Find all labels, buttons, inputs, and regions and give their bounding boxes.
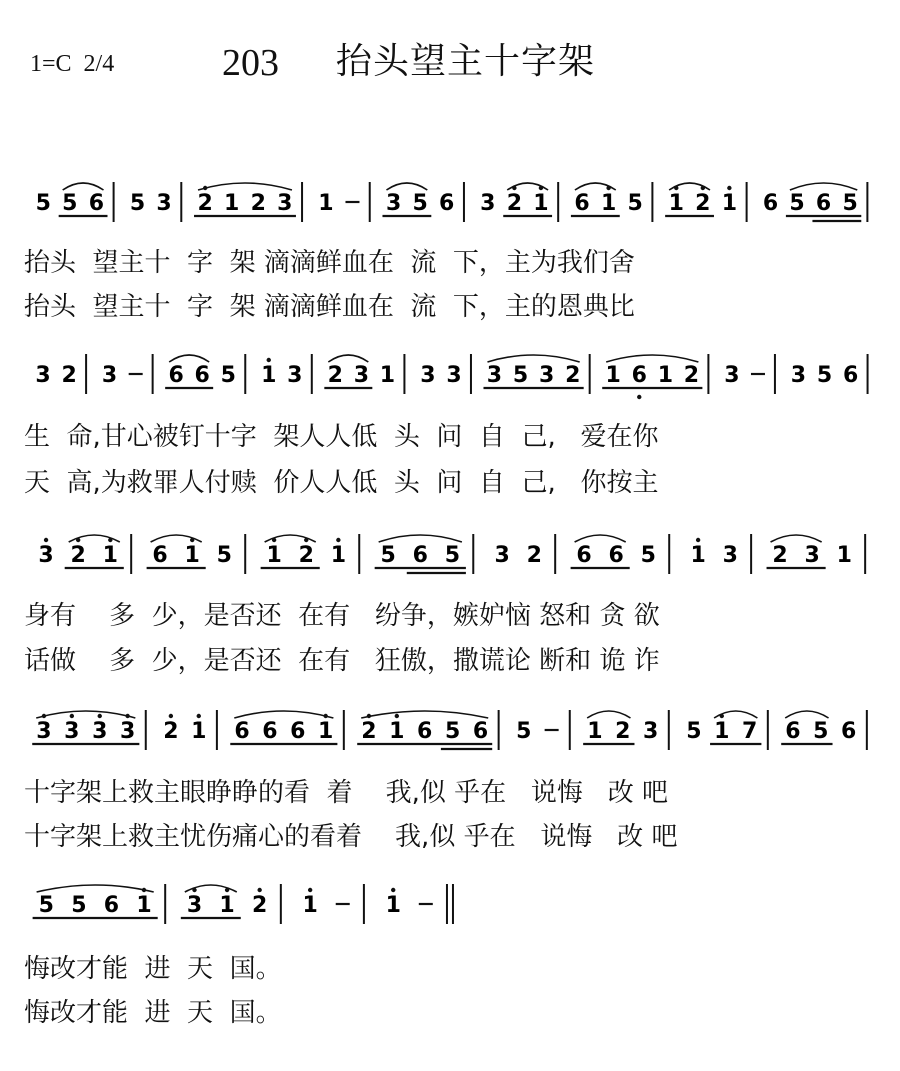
note: 5 [640, 543, 656, 568]
note: 6 [262, 719, 278, 744]
note: 1 [600, 191, 617, 216]
note: 5 [216, 543, 232, 568]
slur [771, 535, 822, 542]
high-dot [197, 714, 201, 718]
note: 6 [152, 543, 168, 568]
key-signature: 1=C 2/4 [30, 51, 115, 77]
note: 2 [70, 543, 86, 568]
note: 1 [102, 543, 118, 568]
note: 5 [444, 543, 461, 568]
note: 3 [722, 543, 738, 568]
note: 5 [686, 719, 702, 744]
note: 2 [252, 893, 268, 918]
lyric-line-2-verse-2: 天 高,为救罪人付赎 价人人低 头 问 自 己, 你按主 [24, 468, 659, 498]
note: 2 [250, 191, 266, 216]
note: 1 [318, 191, 334, 216]
note: 1 [318, 719, 334, 744]
high-dot [98, 714, 102, 718]
note: 1 [136, 893, 152, 918]
hymn-title: 抬头望主十字架 [336, 41, 596, 82]
slur [487, 355, 579, 362]
note: 1 [385, 893, 401, 918]
note: 6 [472, 719, 489, 744]
notation-line-2 [0, 342, 900, 412]
note: 1 [587, 719, 603, 744]
note: 3 [724, 363, 740, 388]
note: 5 [444, 719, 461, 744]
slur [37, 885, 154, 892]
note: 1 [721, 191, 738, 216]
note: 5 [512, 363, 529, 388]
high-dot [257, 888, 261, 892]
high-dot [70, 714, 74, 718]
high-dot [44, 538, 48, 542]
note: 2 [526, 543, 542, 568]
note: 5 [71, 893, 87, 918]
note: 3 [92, 719, 108, 744]
high-dot [169, 714, 173, 718]
lyric-line-4-verse-2: 十字架上救主忧伤痛心的看着 我,似 乎在 说悔 改 吧 [24, 822, 678, 852]
notation-line-5 [0, 872, 900, 942]
slur [790, 183, 857, 190]
notation-line-3 [0, 522, 900, 592]
note: 3 [119, 719, 136, 744]
note: 5 [129, 191, 146, 216]
note: 1 [261, 363, 277, 388]
note: 6 [608, 543, 624, 568]
note: 5 [35, 191, 51, 216]
note: 5 [816, 363, 833, 388]
note: 6 [631, 363, 647, 388]
note: 6 [290, 719, 306, 744]
note: 3 [804, 543, 820, 568]
note: 6 [88, 191, 105, 216]
note: 3 [486, 363, 503, 388]
note: 1 [184, 543, 200, 568]
high-dot [336, 538, 340, 542]
high-dot [727, 186, 731, 190]
note: 1 [266, 543, 282, 568]
note: 6 [576, 543, 592, 568]
note: 1 [224, 191, 240, 216]
note: 5 [813, 719, 829, 744]
slur [63, 183, 104, 190]
note: 3 [420, 363, 436, 388]
lyric-line-4-verse-1: 十字架上救主眼睁睁的看 着 我,似 乎在 说悔 改 吧 [24, 778, 668, 808]
note: 5 [380, 543, 396, 568]
note: 5 [627, 191, 643, 216]
lyric-line-1-verse-1: 抬头 望主十 字 架 滴滴鲜血在 流 下，主为我们舍 [24, 248, 635, 278]
note: 6 [785, 719, 801, 744]
note: 2 [506, 191, 523, 216]
note: 2 [695, 191, 711, 216]
note: 3 [538, 363, 555, 388]
note: 2 [772, 543, 788, 568]
note: 6 [815, 191, 832, 216]
lyric-line-5-verse-2: 悔改才能 进 天 国。 [24, 998, 282, 1028]
note: 3 [156, 191, 172, 216]
note: 2 [361, 719, 377, 744]
note: 3 [480, 191, 496, 216]
hymn-number: 203 [222, 42, 279, 84]
note: 1 [302, 893, 318, 918]
note: 2 [298, 543, 314, 568]
note: 3 [277, 191, 293, 216]
note: 6 [168, 363, 184, 388]
note: 3 [186, 893, 203, 918]
lyric-line-1-verse-2: 抬头 望主十 字 架 滴滴鲜血在 流 下，主的恩典比 [24, 292, 635, 322]
slur [169, 355, 209, 362]
low-dot [637, 395, 641, 399]
high-dot [696, 538, 700, 542]
note: 2 [565, 363, 581, 388]
note: 6 [412, 543, 428, 568]
note: 1 [330, 543, 347, 568]
high-dot [308, 888, 312, 892]
slur [234, 711, 333, 718]
lyric-line-3-verse-1: 身有 多 少，是否还 在有 纷争，嫉妒恼 怒和 贪 欲 [24, 601, 660, 631]
note: 6 [574, 191, 590, 216]
lyric-line-3-verse-2: 话做 多 少，是否还 在有 狂傲，撒谎论 断和 诡 诈 [24, 646, 660, 676]
note: 1 [389, 719, 405, 744]
note: 3 [64, 719, 80, 744]
slur [328, 355, 368, 362]
slur [587, 711, 630, 718]
note: 1 [714, 719, 730, 744]
note: 1 [379, 363, 396, 388]
note: 6 [842, 363, 859, 388]
note: 3 [287, 363, 303, 388]
note: 6 [439, 191, 455, 216]
note: 5 [220, 363, 236, 388]
note: 6 [417, 719, 433, 744]
note: 1 [605, 363, 621, 388]
note: 3 [446, 363, 462, 388]
notation-line-1 [0, 170, 900, 240]
note: 3 [385, 191, 402, 216]
slur [361, 711, 488, 718]
slur [198, 183, 292, 190]
slur [575, 535, 626, 542]
note: 2 [197, 191, 213, 216]
note: 3 [643, 719, 659, 744]
note: 2 [61, 363, 77, 388]
note: 7 [742, 719, 758, 744]
note: 1 [191, 719, 207, 744]
note: 1 [533, 191, 549, 216]
note: 5 [62, 191, 78, 216]
note: 6 [762, 191, 779, 216]
note: 1 [657, 363, 674, 388]
slur [379, 535, 462, 542]
note: 5 [789, 191, 805, 216]
note: 1 [219, 893, 235, 918]
note: 3 [790, 363, 807, 388]
note: 6 [234, 719, 250, 744]
slur [36, 711, 135, 718]
note: 2 [683, 363, 700, 388]
lyric-line-2-verse-1: 生 命,甘心被钉十字 架人人低 头 问 自 己, 爱在你 [24, 422, 659, 452]
lyric-line-5-verse-1: 悔改才能 进 天 国。 [24, 954, 282, 984]
high-dot [267, 358, 271, 362]
note: 6 [103, 893, 120, 918]
note: 5 [412, 191, 428, 216]
note: 5 [516, 719, 532, 744]
note: 5 [842, 191, 858, 216]
note: 3 [494, 543, 510, 568]
note: 2 [163, 719, 179, 744]
note: 3 [101, 363, 118, 388]
note: 6 [194, 363, 210, 388]
note: 2 [615, 719, 631, 744]
slur [386, 183, 427, 190]
slur [785, 711, 828, 718]
notation-line-4 [0, 698, 900, 768]
high-dot [395, 714, 399, 718]
note: 1 [836, 543, 852, 568]
note: 1 [690, 543, 706, 568]
note: 2 [327, 363, 343, 388]
high-dot [391, 888, 395, 892]
slur [606, 355, 698, 362]
note: 3 [35, 363, 51, 388]
note: 1 [668, 191, 684, 216]
note: 3 [353, 363, 370, 388]
note: 5 [38, 893, 54, 918]
note: 3 [38, 543, 54, 568]
note: 6 [841, 719, 857, 744]
note: 3 [36, 719, 52, 744]
